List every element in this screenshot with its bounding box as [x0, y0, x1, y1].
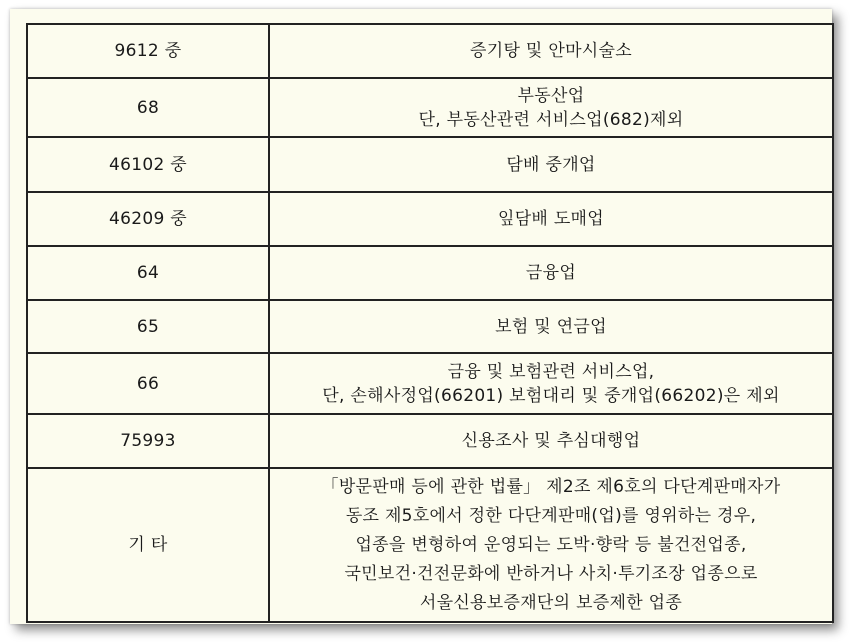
description-line: 금융업	[525, 263, 577, 283]
table-row	[27, 137, 833, 192]
industry-description-cell	[269, 300, 833, 353]
description-line: 단, 손해사정업(66201) 보험대리 및 중개업(66202)은 제외	[322, 385, 780, 406]
description-line: 신용조사 및 추심대행업	[461, 431, 641, 451]
industry-description-cell	[269, 246, 833, 300]
industry-code-cell: 46102 중	[27, 137, 269, 192]
industry-description-cell	[269, 78, 833, 137]
industry-code-cell: 64	[27, 246, 269, 300]
industry-description-cell	[269, 414, 833, 468]
description-line: 보험 및 연금업	[495, 316, 607, 337]
restricted-industry-table	[26, 23, 834, 623]
industry-code-cell: 66	[27, 353, 269, 414]
industry-code-cell: 9612 중	[27, 24, 269, 78]
industry-description-cell	[269, 192, 833, 246]
description-line: 서울신용보증재단의 보증제한 업종	[419, 592, 683, 613]
description-line: 금융 및 보험관련 서비스업,	[447, 361, 655, 382]
industry-code-cell: 기 타	[27, 468, 269, 622]
table-row	[27, 78, 833, 137]
table-row	[27, 468, 833, 622]
table-row	[27, 414, 833, 468]
industry-description-cell	[269, 468, 833, 622]
description-line: 단, 부동산관련 서비스업(682)제외	[418, 109, 684, 130]
description-line: 부동산업	[517, 85, 585, 106]
description-line: 담배 중개업	[506, 154, 596, 175]
description-line: 업종을 변형하여 운영되는 도박·향락 등 불건전업종,	[355, 534, 747, 555]
description-line: 증기탕 및 안마시술소	[470, 41, 632, 61]
description-line: 국민보건·건전문화에 반하거나 사치·투기조장 업종으로	[344, 563, 758, 584]
industry-code-cell: 75993	[27, 414, 269, 468]
table-row	[27, 246, 833, 300]
industry-code-cell: 68	[27, 78, 269, 137]
table-row	[27, 300, 833, 353]
description-line: 잎담배 도매업	[497, 209, 605, 229]
table-row	[27, 24, 833, 78]
description-line: 동조 제5호에서 정한 다단계판매(업)를 영위하는 경우,	[345, 505, 757, 526]
table-frame	[10, 9, 832, 624]
industry-description-cell	[269, 353, 833, 414]
industry-description-cell	[269, 137, 833, 192]
description-line: 「방문판매 등에 관한 법률」 제2조 제6호의 다단계판매자가	[321, 476, 781, 497]
industry-code-cell: 46209 중	[27, 192, 269, 246]
industry-code-cell: 65	[27, 300, 269, 353]
industry-description-cell	[269, 24, 833, 78]
table-row	[27, 192, 833, 246]
table-row	[27, 353, 833, 414]
